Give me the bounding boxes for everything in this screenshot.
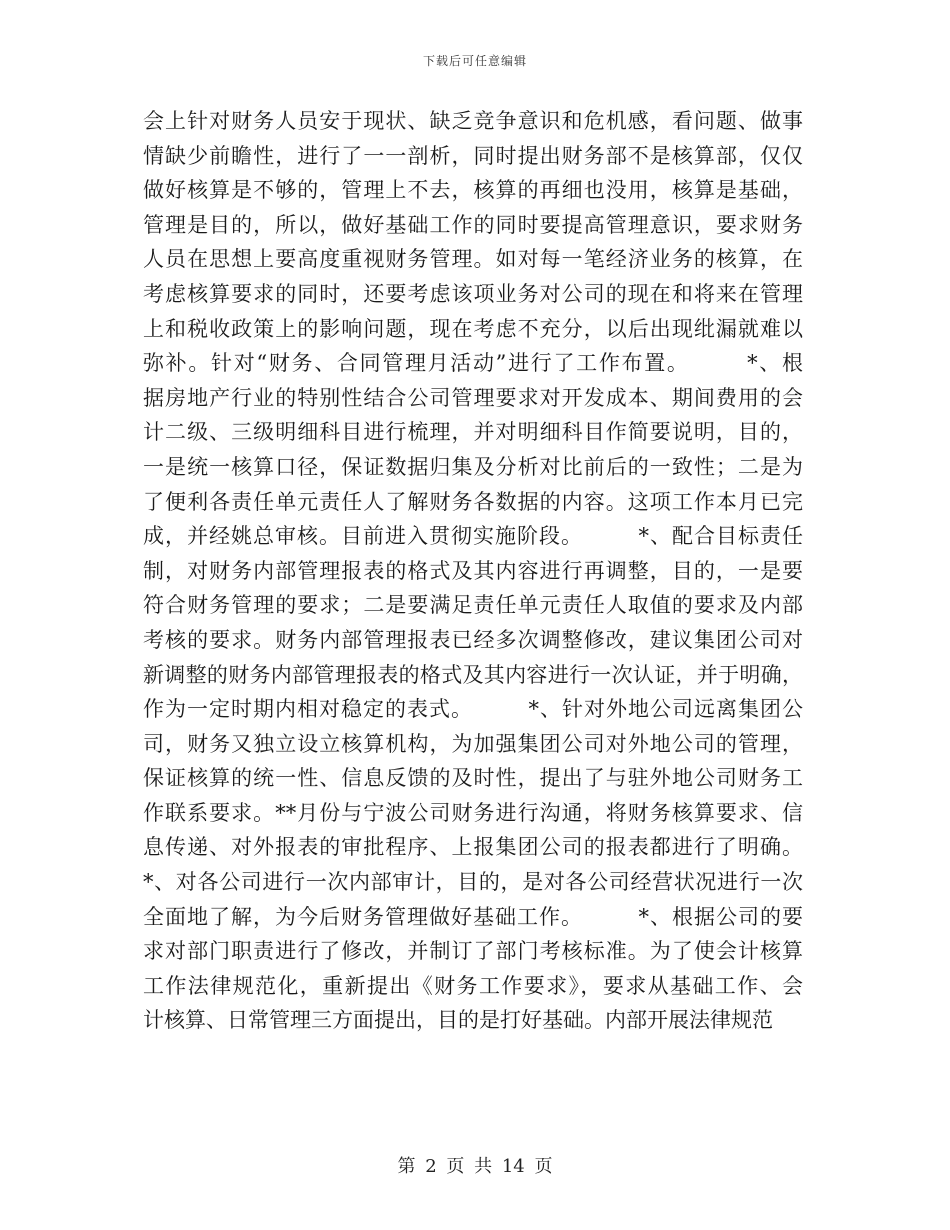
body-line: 管理是目的，所以，做好基础工作的同时要提高管理意识，要求财务 [143, 212, 803, 237]
body-line: 计核算、日常管理三方面提出，目的是打好基础。内部开展法律规范 [143, 1008, 773, 1033]
body-line: 计二级、三级明细科目进行梳理，并对明细科目作简要说明，目的， [143, 420, 803, 445]
body-line: 考核的要求。财务内部管理报表已经多次调整修改，建议集团公司对 [143, 627, 803, 652]
document-body [143, 104, 803, 1038]
body-line: 了便利各责任单元责任人了解财务各数据的内容。这项工作本月已完 [143, 489, 803, 514]
body-line: 据房地产行业的特别性结合公司管理要求对开发成本、期间费用的会 [143, 385, 803, 410]
body-line: 全面地了解，为今后财务管理做好基础工作。 *、根据公司的要 [143, 904, 803, 929]
body-line: 息传递、对外报表的审批程序、上报集团公司的报表都进行了明确。 [143, 835, 803, 860]
body-line: 制，对财务内部管理报表的格式及其内容进行再调整，目的，一是要 [143, 558, 803, 583]
body-line: 求对部门职责进行了修改，并制订了部门考核标准。为了使会计核算 [143, 939, 803, 964]
body-line: 作联系要求。**月份与宁波公司财务进行沟通，将财务核算要求、信 [143, 800, 803, 825]
body-line: 一是统一核算口径，保证数据归集及分析对比前后的一致性；二是为 [143, 454, 803, 479]
body-line: 弥补。针对“财务、合同管理月活动”进行了工作布置。 *、根 [143, 351, 803, 376]
body-line: 上和税收政策上的影响问题，现在考虑不充分，以后出现纰漏就难以 [143, 316, 803, 341]
body-line: 保证核算的统一性、信息反馈的及时性，提出了与驻外地公司财务工 [143, 766, 803, 791]
body-line: 做好核算是不够的，管理上不去，核算的再细也没用，核算是基础， [143, 178, 803, 203]
body-line: 新调整的财务内部管理报表的格式及其内容进行一次认证，并于明确， [143, 662, 803, 687]
body-line: 人员在思想上要高度重视财务管理。如对每一笔经济业务的核算，在 [143, 247, 803, 272]
page-header: 下载后可任意编辑 [422, 54, 527, 68]
body-line: 考虑核算要求的同时，还要考虑该项业务对公司的现在和将来在管理 [143, 281, 803, 306]
body-line: *、对各公司进行一次内部审计，目的，是对各公司经营状况进行一次 [143, 870, 803, 895]
body-line: 司，财务又独立设立核算机构，为加强集团公司对外地公司的管理， [143, 731, 803, 756]
body-line: 成，并经姚总审核。目前进入贯彻实施阶段。 *、配合目标责任 [143, 524, 803, 549]
page-number: 第 2 页 共 14 页 [397, 1156, 553, 1177]
body-line: 情缺少前瞻性，进行了一一剖析，同时提出财务部不是核算部，仅仅 [143, 143, 803, 168]
body-line: 会上针对财务人员安于现状、缺乏竞争意识和危机感，看问题、做事 [143, 109, 803, 133]
body-line: 工作法律规范化，重新提出《财务工作要求》，要求从基础工作、会 [143, 973, 803, 998]
body-line: 符合财务管理的要求；二是要满足责任单元责任人取值的要求及内部 [143, 593, 803, 618]
body-line: 作为一定时期内相对稳定的表式。 *、针对外地公司远离集团公 [143, 697, 803, 722]
